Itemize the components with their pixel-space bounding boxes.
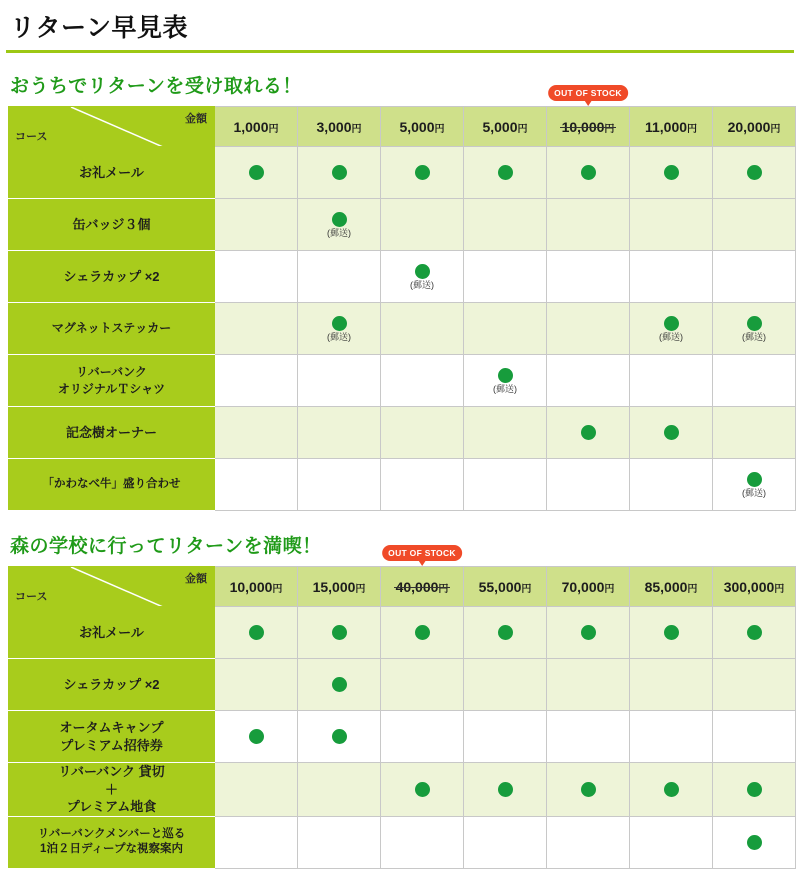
- cell-content: [215, 165, 297, 180]
- reward-availability-cell: [464, 763, 547, 817]
- reward-availability-cell: [215, 407, 298, 459]
- reward-availability-cell: [547, 459, 630, 511]
- reward-availability-cell: [713, 711, 796, 763]
- amount-number: 20,000: [727, 118, 771, 135]
- reward-availability-cell: [547, 303, 630, 355]
- reward-availability-cell: [464, 711, 547, 763]
- reward-availability-cell: [630, 763, 713, 817]
- return-matrix-table: [8, 88, 796, 511]
- amount-number: 300,000: [723, 578, 775, 595]
- amount-number: 10,000: [561, 118, 605, 135]
- reward-availability-cell: [464, 816, 547, 868]
- reward-availability-cell: [547, 763, 630, 817]
- amount-number: 40,000: [395, 578, 439, 595]
- out-of-stock-badge: OUT OF STOCK: [382, 545, 462, 561]
- reward-availability-cell: [298, 711, 381, 763]
- reward-label-line: 「かわなべ牛」盛り合わせ: [42, 477, 181, 490]
- reward-availability-cell: [381, 355, 464, 407]
- reward-availability-cell: [630, 607, 713, 659]
- amount-number: 3,000: [316, 118, 352, 135]
- reward-label-cell: [9, 251, 215, 303]
- sections-container: [6, 71, 794, 869]
- reward-availability-cell: [381, 303, 464, 355]
- reward-availability-cell: [381, 607, 464, 659]
- available-dot-icon: [332, 212, 347, 227]
- amount-label: 金額: [185, 113, 207, 125]
- amount-unit: 円: [604, 123, 615, 135]
- available-dot-icon: [332, 165, 347, 180]
- reward-availability-cell: [298, 199, 381, 251]
- cell-content: [630, 165, 712, 180]
- available-dot-icon: [747, 625, 762, 640]
- reward-availability-cell: [713, 199, 796, 251]
- amount-number: 15,000: [312, 578, 356, 595]
- reward-availability-cell: [215, 147, 298, 199]
- reward-label-line: 1泊２日ディープな視察案内: [40, 843, 183, 856]
- cell-content: [381, 782, 463, 797]
- available-dot-icon: [332, 316, 347, 331]
- cell-content: [298, 625, 380, 640]
- available-dot-icon: [664, 625, 679, 640]
- reward-label-line: お礼メール: [79, 624, 144, 640]
- reward-availability-cell: [381, 711, 464, 763]
- reward-availability-cell: [215, 816, 298, 868]
- shipping-note: (郵送): [659, 331, 683, 342]
- reward-label-line: オリジナルＴシャツ: [57, 381, 166, 396]
- reward-availability-cell: [630, 459, 713, 511]
- amount-value: [230, 579, 283, 595]
- reward-availability-cell: [215, 607, 298, 659]
- amount-unit: 円: [434, 123, 445, 135]
- reward-availability-cell: [215, 303, 298, 355]
- amount-value: [479, 579, 532, 595]
- table-row: [9, 147, 796, 199]
- reward-availability-cell: [215, 251, 298, 303]
- reward-availability-cell: [298, 355, 381, 407]
- reward-availability-cell: [464, 355, 547, 407]
- cell-content: [630, 425, 712, 440]
- available-dot-icon: [747, 782, 762, 797]
- cell-content: [381, 165, 463, 180]
- available-dot-icon: [249, 165, 264, 180]
- reward-availability-cell: [464, 251, 547, 303]
- page-title: リターン早見表: [10, 14, 189, 42]
- reward-availability-cell: [381, 147, 464, 199]
- cell-content: [547, 165, 629, 180]
- available-dot-icon: [581, 782, 596, 797]
- amount-value: [399, 119, 444, 135]
- available-dot-icon: [581, 425, 596, 440]
- shipping-note: (郵送): [742, 487, 766, 498]
- available-dot-icon: [664, 165, 679, 180]
- section-heading: おうちでリターンを受け取れる！: [10, 76, 302, 97]
- reward-availability-cell: [630, 711, 713, 763]
- amount-header-cell: [298, 107, 381, 147]
- table-header-row: [9, 107, 796, 147]
- cell-content: [713, 782, 795, 797]
- available-dot-icon: [664, 782, 679, 797]
- reward-availability-cell: [381, 251, 464, 303]
- header-corner-cell: [9, 107, 215, 147]
- reward-label-cell: [9, 816, 215, 868]
- reward-label-line: シェラカップ ×2: [63, 676, 160, 692]
- reward-label-cell: [9, 459, 215, 511]
- amount-value: [645, 579, 698, 595]
- amount-number: 85,000: [644, 578, 688, 595]
- cell-content: [381, 625, 463, 640]
- reward-availability-cell: [298, 607, 381, 659]
- available-dot-icon: [581, 165, 596, 180]
- shipping-note: (郵送): [327, 331, 351, 342]
- amount-value: [562, 119, 615, 135]
- amount-header-cell: [381, 548, 464, 607]
- amount-header-cell: [215, 567, 298, 607]
- amount-unit: 円: [687, 123, 698, 135]
- available-dot-icon: [747, 835, 762, 850]
- table-row: [9, 251, 796, 303]
- reward-label-cell: [9, 607, 215, 659]
- reward-availability-cell: [713, 355, 796, 407]
- cell-content: [630, 782, 712, 797]
- amount-number: 5,000: [482, 118, 518, 135]
- cell-content: [713, 472, 795, 498]
- reward-label-line: マグネットステッカー: [51, 321, 172, 336]
- reward-availability-cell: [298, 659, 381, 711]
- cell-content: [547, 782, 629, 797]
- amount-header-cell: [215, 107, 298, 147]
- amount-unit: 円: [774, 583, 785, 595]
- reward-availability-cell: [630, 355, 713, 407]
- shipping-note: (郵送): [742, 331, 766, 342]
- amount-unit: 円: [687, 583, 698, 595]
- cell-content: [547, 625, 629, 640]
- amount-value: [233, 119, 278, 135]
- amount-value: [396, 579, 449, 595]
- cell-content: [298, 165, 380, 180]
- table-row: [9, 459, 796, 511]
- reward-availability-cell: [381, 199, 464, 251]
- reward-availability-cell: [298, 763, 381, 817]
- reward-availability-cell: [630, 199, 713, 251]
- cell-content: [713, 165, 795, 180]
- cell-content: [464, 625, 546, 640]
- header-corner-cell: [9, 567, 215, 607]
- available-dot-icon: [498, 782, 513, 797]
- cell-content: [298, 316, 380, 342]
- reward-label-line: 記念樹オーナー: [65, 424, 157, 440]
- reward-availability-cell: [298, 147, 381, 199]
- reward-label-cell: [9, 711, 215, 763]
- reward-availability-cell: [630, 659, 713, 711]
- reward-availability-cell: [381, 659, 464, 711]
- reward-availability-cell: [381, 459, 464, 511]
- amount-header-cell: [713, 567, 796, 607]
- amount-header-cell: [630, 567, 713, 607]
- reward-availability-cell: [713, 251, 796, 303]
- reward-availability-cell: [381, 816, 464, 868]
- return-matrix-table: [8, 548, 796, 869]
- reward-availability-cell: [630, 407, 713, 459]
- available-dot-icon: [332, 729, 347, 744]
- amount-unit: 円: [517, 123, 528, 135]
- table-row: [9, 199, 796, 251]
- amount-header-cell: [713, 107, 796, 147]
- amount-unit: 円: [272, 583, 283, 595]
- amount-value: [645, 119, 697, 135]
- amount-label: 金額: [185, 573, 207, 585]
- reward-label-cell: [9, 355, 215, 407]
- reward-label-line: オータムキャンプ: [59, 719, 164, 735]
- reward-availability-cell: [464, 459, 547, 511]
- amount-unit: 円: [355, 583, 366, 595]
- reward-availability-cell: [547, 251, 630, 303]
- amount-header-cell: [630, 107, 713, 147]
- reward-availability-cell: [547, 711, 630, 763]
- reward-availability-cell: [381, 407, 464, 459]
- reward-availability-cell: [630, 816, 713, 868]
- reward-availability-cell: [215, 659, 298, 711]
- out-of-stock-badge: OUT OF STOCK: [548, 85, 628, 101]
- reward-label-line: ＋: [104, 781, 118, 797]
- reward-availability-cell: [298, 251, 381, 303]
- table-header-row: [9, 567, 796, 607]
- amount-number: 11,000: [644, 118, 688, 135]
- reward-availability-cell: [713, 147, 796, 199]
- table-row: [9, 407, 796, 459]
- cell-content: [215, 625, 297, 640]
- amount-number: 70,000: [561, 578, 605, 595]
- available-dot-icon: [581, 625, 596, 640]
- section-heading: 森の学校に行ってリターンを満喫！: [10, 536, 322, 557]
- available-dot-icon: [415, 264, 430, 279]
- available-dot-icon: [249, 729, 264, 744]
- available-dot-icon: [747, 316, 762, 331]
- cell-content: [298, 677, 380, 692]
- available-dot-icon: [664, 316, 679, 331]
- available-dot-icon: [332, 625, 347, 640]
- reward-availability-cell: [215, 355, 298, 407]
- available-dot-icon: [332, 677, 347, 692]
- amount-value: [316, 119, 361, 135]
- amount-value: [313, 579, 366, 595]
- table-row: [9, 659, 796, 711]
- amount-header-cell: [298, 567, 381, 607]
- cell-content: [464, 782, 546, 797]
- reward-availability-cell: [547, 816, 630, 868]
- reward-availability-cell: [547, 355, 630, 407]
- reward-label-line: リバーバンクメンバーと巡る: [37, 827, 186, 840]
- reward-availability-cell: [464, 407, 547, 459]
- reward-label-line: 缶バッジ３個: [72, 216, 151, 232]
- available-dot-icon: [664, 425, 679, 440]
- cell-content: [464, 368, 546, 394]
- reward-label-line: プレミアム地食: [66, 799, 157, 815]
- reward-availability-cell: [713, 303, 796, 355]
- amount-number: 1,000: [233, 118, 269, 135]
- available-dot-icon: [747, 472, 762, 487]
- cell-content: [713, 316, 795, 342]
- reward-availability-cell: [464, 659, 547, 711]
- available-dot-icon: [415, 165, 430, 180]
- amount-value: [724, 579, 785, 595]
- cell-content: [381, 264, 463, 290]
- amount-value: [728, 119, 781, 135]
- amount-unit: 円: [604, 583, 615, 595]
- amount-unit: 円: [351, 123, 362, 135]
- available-dot-icon: [415, 782, 430, 797]
- reward-availability-cell: [713, 659, 796, 711]
- shipping-note: (郵送): [410, 279, 434, 290]
- course-label: コース: [15, 591, 48, 603]
- table-row: [9, 763, 796, 817]
- available-dot-icon: [498, 368, 513, 383]
- shipping-note: (郵送): [327, 227, 351, 238]
- cell-content: [713, 835, 795, 850]
- reward-availability-cell: [215, 711, 298, 763]
- cell-content: [298, 729, 380, 744]
- cell-content: [464, 165, 546, 180]
- reward-availability-cell: [464, 147, 547, 199]
- table-row: [9, 355, 796, 407]
- reward-label-cell: [9, 659, 215, 711]
- reward-availability-cell: [298, 303, 381, 355]
- table-row: [9, 711, 796, 763]
- amount-number: 10,000: [229, 578, 273, 595]
- reward-availability-cell: [713, 763, 796, 817]
- available-dot-icon: [747, 165, 762, 180]
- reward-availability-cell: [464, 607, 547, 659]
- reward-availability-cell: [713, 459, 796, 511]
- amount-value: [482, 119, 527, 135]
- amount-number: 55,000: [478, 578, 522, 595]
- cell-content: [547, 425, 629, 440]
- course-label: コース: [15, 131, 48, 143]
- amount-header-cell: [464, 567, 547, 607]
- title-divider: [6, 50, 794, 53]
- reward-label-line: お礼メール: [79, 164, 144, 180]
- amount-header-cell: [381, 107, 464, 147]
- reward-availability-cell: [215, 459, 298, 511]
- reward-availability-cell: [298, 816, 381, 868]
- amount-unit: 円: [770, 123, 781, 135]
- reward-availability-cell: [713, 407, 796, 459]
- cell-content: [630, 625, 712, 640]
- cell-content: [298, 212, 380, 238]
- reward-label-line: リバーバンク: [76, 365, 147, 380]
- shipping-note: (郵送): [493, 383, 517, 394]
- reward-availability-cell: [547, 147, 630, 199]
- reward-availability-cell: [630, 303, 713, 355]
- reward-label-line: シェラカップ ×2: [63, 268, 160, 284]
- amount-header-cell: [464, 107, 547, 147]
- reward-availability-cell: [464, 199, 547, 251]
- amount-unit: 円: [268, 123, 279, 135]
- reward-availability-cell: [215, 763, 298, 817]
- reward-availability-cell: [630, 147, 713, 199]
- amount-value: [562, 579, 615, 595]
- reward-availability-cell: [298, 407, 381, 459]
- available-dot-icon: [498, 625, 513, 640]
- table-row: [9, 816, 796, 868]
- reward-label-cell: [9, 199, 215, 251]
- reward-availability-cell: [630, 251, 713, 303]
- table-row: [9, 607, 796, 659]
- available-dot-icon: [249, 625, 264, 640]
- cell-content: [713, 625, 795, 640]
- reward-availability-cell: [547, 407, 630, 459]
- reward-availability-cell: [547, 199, 630, 251]
- available-dot-icon: [415, 625, 430, 640]
- available-dot-icon: [498, 165, 513, 180]
- table-row: [9, 303, 796, 355]
- reward-availability-cell: [547, 659, 630, 711]
- reward-label-line: リバーバンク 貸切: [58, 764, 165, 779]
- amount-number: 5,000: [399, 118, 435, 135]
- reward-availability-cell: [547, 607, 630, 659]
- reward-availability-cell: [464, 303, 547, 355]
- reward-availability-cell: [713, 607, 796, 659]
- cell-content: [630, 316, 712, 342]
- amount-header-cell: [547, 88, 630, 147]
- reward-label-cell: [9, 303, 215, 355]
- cell-content: [215, 729, 297, 744]
- reward-availability-cell: [215, 199, 298, 251]
- reward-label-cell: [9, 407, 215, 459]
- reward-availability-cell: [298, 459, 381, 511]
- reward-label-cell: [9, 147, 215, 199]
- reward-label-line: プレミアム招待券: [60, 737, 163, 753]
- amount-header-cell: [547, 567, 630, 607]
- reward-availability-cell: [713, 816, 796, 868]
- amount-unit: 円: [521, 583, 532, 595]
- reward-availability-cell: [381, 763, 464, 817]
- amount-unit: 円: [438, 583, 449, 595]
- reward-label-cell: [9, 763, 215, 817]
